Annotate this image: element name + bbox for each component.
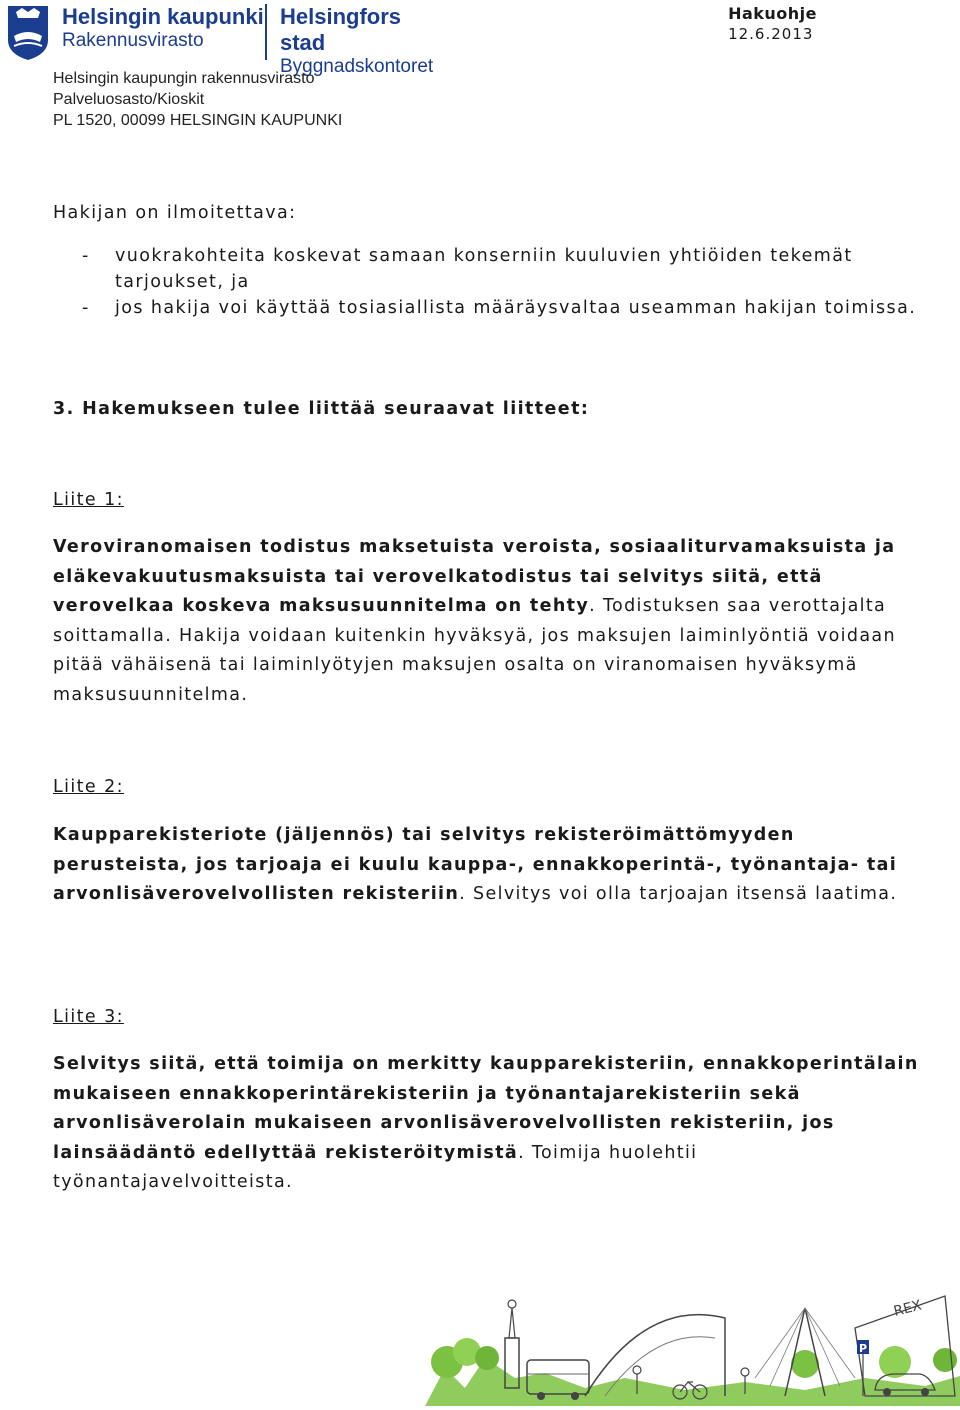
attachment-3-heading: Liite 3: — [53, 1007, 124, 1027]
attachment-3-normal: . Toimija huolehtii työnantajavelvoitteista. — [53, 1142, 698, 1193]
document-date: 12.6.2013 — [728, 25, 814, 43]
attachment-2-normal: . Selvitys voi olla tarjoajan itsensä laatima. — [459, 884, 898, 905]
attachment-2-bold: Kaupparekisteriote (jäljennös) tai selvitys rekisteröimättömyyden perusteista, jos tarjoaja ei kuulu kauppa-, ennakkoperintä-, työnantaja- tai arvonlisäverovelvollisten rekisteriin — [53, 825, 898, 905]
attachment-1-normal: . Todistuksen saa verottajalta soittamalla. Hakija voidaan kuitenkin hyväksyä, jos maksujen laiminlyöntiä voidaan pitää vähäisenä tai laiminlyötyjen maksujen osalta on viranomaisen hyväksymä maksusuunnitelma. — [53, 596, 896, 705]
brand-fi-name: Helsingin kaupunki — [62, 4, 264, 29]
document-type: Hakuohje — [728, 4, 817, 23]
attachment-3-text — [53, 1050, 923, 1198]
sender-line-1: Helsingin kaupungin rakennusvirasto — [53, 70, 315, 87]
list-item: - vuokrakohteita koskevat samaan konserniin kuuluvien yhtiöiden tekemät tarjoukset, ja — [82, 243, 922, 295]
brand-sv-dept: Byggnadskontoret — [280, 56, 434, 77]
document-meta — [728, 4, 817, 43]
section-heading: 3. Hakemukseen tulee liittää seuraavat liitteet: — [53, 399, 590, 419]
letterhead-logo — [4, 2, 450, 77]
parking-sign: P — [859, 1342, 868, 1355]
sender-address — [53, 68, 342, 131]
attachment-2-heading: Liite 2: — [53, 777, 124, 797]
attachment-1-text — [53, 533, 923, 711]
bullet-list — [82, 243, 922, 321]
city-illustration — [425, 1278, 960, 1406]
intro-text: Hakijan on ilmoitettava: — [53, 203, 297, 223]
attachment-2-text — [53, 821, 923, 910]
rex-sign: REX — [892, 1297, 924, 1320]
sender-line-3: PL 1520, 00099 HELSINGIN KAUPUNKI — [53, 112, 343, 129]
attachment-1-bold: Veroviranomaisen todistus maksetuista veroista, sosiaaliturvamaksuista ja eläkevakuutusmaksuista tai verovelkatodistus tai selvitys siitä, että verovelkaa koskeva maksusuunnitelma on tehty — [53, 537, 896, 617]
cityscape-illustration-icon — [425, 1278, 960, 1406]
brand-fi-dept: Rakennusvirasto — [62, 30, 204, 51]
bullet-marker: - — [82, 246, 90, 266]
sender-line-2: Palveluosasto/Kioskit — [53, 91, 205, 108]
attachment-1-heading: Liite 1: — [53, 490, 124, 510]
list-item: - jos hakija voi käyttää tosiasiallista määräysvaltaa useamman hakijan toimissa. — [82, 295, 922, 321]
attachment-3-bold: Selvitys siitä, että toimija on merkitty kaupparekisteriin, ennakkoperintälain mukaiseen ennakkoperintärekisteriin ja työnantajarekisteriin sekä arvonlisäverolain mukaiseen arvonlisäverovelvollisten rekisteriin, jos lainsäädäntö edellyttää rekisteröitymistä — [53, 1054, 919, 1163]
brand-sv-name: Helsingfors stad — [280, 4, 402, 55]
bullet-marker: - — [82, 298, 90, 318]
